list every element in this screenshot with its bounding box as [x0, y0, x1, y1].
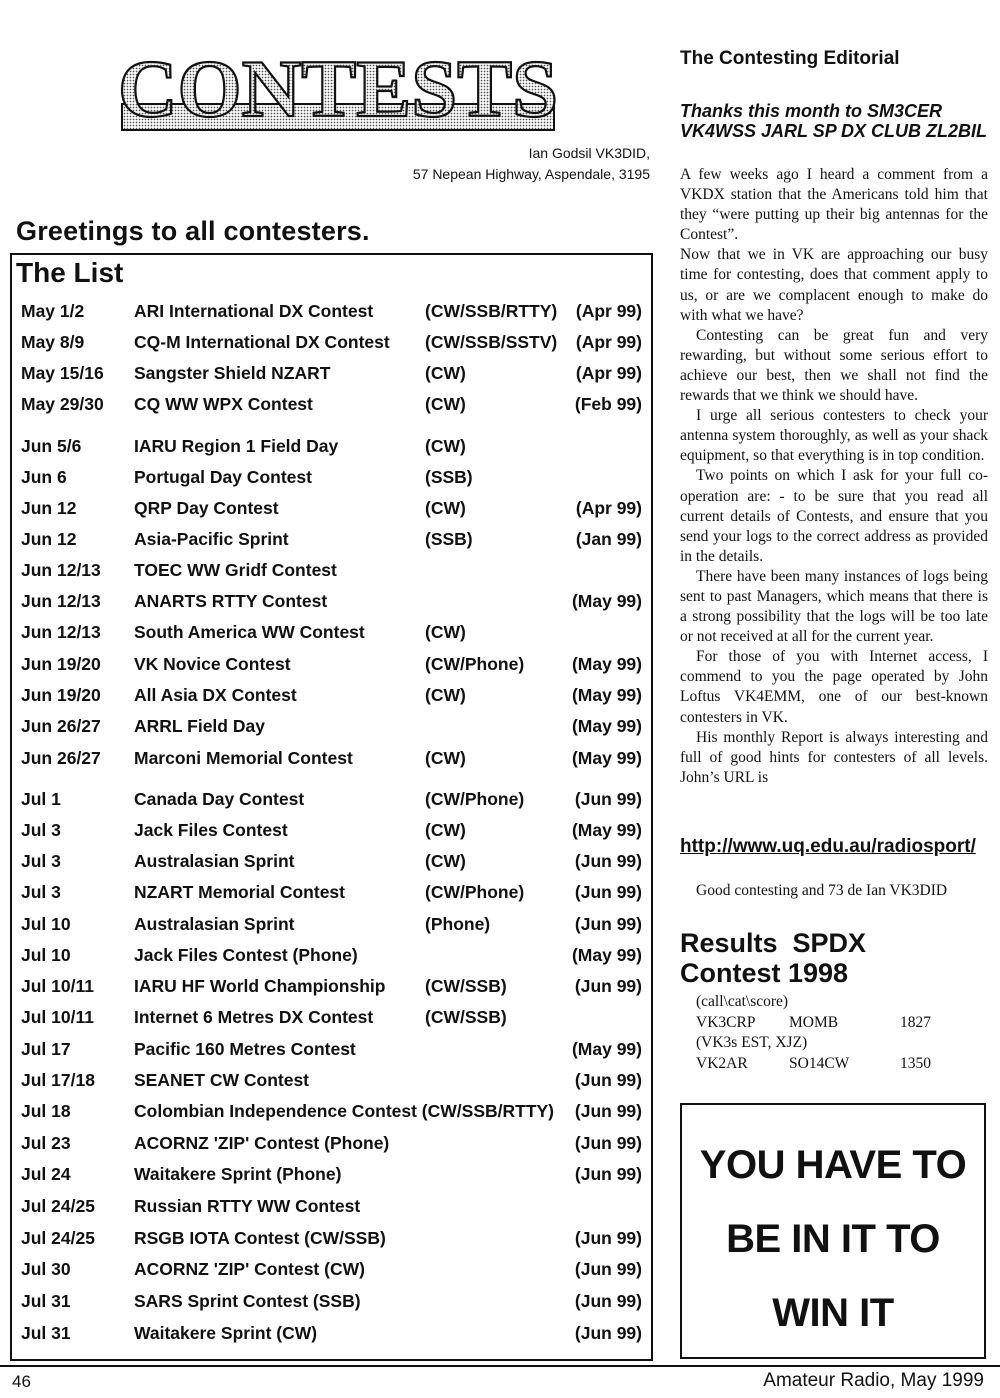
contest-date: Jul 31	[21, 1291, 71, 1311]
contest-date: Jul 10	[21, 914, 71, 934]
contest-mode: (CW/SSB)	[425, 1007, 507, 1027]
contest-row	[12, 1288, 652, 1314]
contest-row	[12, 391, 652, 417]
contest-row	[12, 786, 652, 812]
contest-row	[12, 651, 652, 677]
contest-name: ARRL Field Day	[134, 716, 265, 736]
contest-row	[12, 973, 652, 999]
contest-reference: (Apr 99)	[575, 301, 642, 321]
contest-name: Waitakere Sprint (CW)	[134, 1323, 318, 1343]
contest-date: Jul 3	[21, 851, 61, 871]
contest-date: May 15/16	[21, 363, 104, 383]
editorial-paragraph: Now that we in VK are approaching our busy time for contesting, does that comment apply to us, or are we complacent enough to make do with what we have?	[680, 246, 988, 324]
contest-row	[12, 879, 652, 905]
contest-row	[12, 1130, 652, 1156]
contest-row	[12, 298, 652, 324]
contest-date: Jun 6	[21, 467, 67, 487]
contest-row	[12, 1036, 652, 1062]
contest-mode: (CW)	[425, 394, 466, 414]
contest-date: Jul 30	[21, 1259, 71, 1279]
contest-name: Sangster Shield NZART	[134, 363, 331, 383]
contest-date: May 1/2	[21, 301, 85, 321]
contest-reference: (May 99)	[571, 654, 642, 674]
contest-reference: (Jun 99)	[574, 1101, 642, 1121]
contests-logo	[108, 46, 568, 134]
results-call: VK2AR	[696, 1054, 748, 1072]
contest-name: TOEC WW Gridf Contest	[134, 560, 337, 580]
contest-row	[12, 682, 652, 708]
contest-name: VK Novice Contest	[134, 654, 291, 674]
contest-date: Jul 3	[21, 820, 61, 840]
results-title-line2: Contest 1998	[680, 958, 849, 988]
svg-text:CONTESTS: CONTESTS	[118, 46, 558, 134]
contest-date: Jul 23	[21, 1133, 71, 1153]
editorial-paragraph: His monthly Report is always interesting and full of good hints for contesters of all levels. John’s URL is	[680, 728, 988, 786]
contest-date: Jun 12	[21, 529, 77, 549]
contest-row	[12, 817, 652, 843]
contest-reference: (May 99)	[571, 716, 642, 736]
contest-name: Colombian Independence Contest (CW/SSB/RTTY)	[134, 1101, 555, 1121]
radiosport-url-link[interactable]: http://www.uq.edu.au/radiosport/	[680, 836, 976, 857]
editorial-paragraph: Two points on which I ask for your full co-operation are: - to be sure that you read all current details of Contests, and ensure that you send your logs to the correct address as provided in the details.	[680, 467, 988, 565]
contest-date: Jul 1	[21, 789, 61, 809]
contest-reference: (Apr 99)	[575, 363, 642, 383]
contest-mode: (CW/SSB)	[425, 976, 507, 996]
contest-mode: (CW)	[425, 436, 466, 456]
editorial-signoff: Good contesting and 73 de Ian VK3DID	[696, 882, 948, 899]
results-table	[696, 992, 976, 1074]
editorial-thanks: Thanks this month to SM3CER VK4WSS JARL SP DX CLUB ZL2BIL	[680, 101, 988, 141]
contest-reference: (Jan 99)	[575, 529, 642, 549]
contest-row	[12, 557, 652, 583]
results-row	[696, 1033, 976, 1054]
contest-name: CQ WW WPX Contest	[134, 394, 313, 414]
contest-reference: (Jun 99)	[574, 789, 642, 809]
contest-name: SEANET CW Contest	[134, 1070, 309, 1090]
results-call: VK3CRP	[696, 1013, 756, 1031]
contest-date: Jun 12/13	[21, 591, 101, 611]
contest-row	[12, 1067, 652, 1093]
contest-date: Jul 3	[21, 882, 61, 902]
contest-date: Jun 26/27	[21, 748, 101, 768]
results-call: (VK3s EST, XJZ)	[696, 1034, 808, 1051]
contest-reference: (Feb 99)	[574, 394, 642, 414]
contest-reference: (May 99)	[571, 591, 642, 611]
contest-date: Jun 12/13	[21, 560, 101, 580]
promo-line1: YOU HAVE TO	[699, 1143, 967, 1187]
contest-name: Jack Files Contest (Phone)	[134, 945, 358, 965]
contest-mode: (CW)	[425, 498, 466, 518]
contest-name: NZART Memorial Contest	[134, 882, 345, 902]
contest-name: Marconi Memorial Contest	[134, 748, 353, 768]
editorial-paragraph: A few weeks ago I heard a comment from a VKDX station that the Americans told him that they “were putting up their big antennas for the Contest”.	[680, 166, 988, 244]
contest-name: South America WW Contest	[134, 622, 365, 642]
contest-row	[12, 433, 652, 459]
magazine-issue: Amateur Radio, May 1999	[763, 1370, 984, 1391]
results-row	[696, 1054, 976, 1075]
author-address: 57 Nepean Highway, Aspendale, 3195	[412, 166, 650, 182]
contest-reference: (May 99)	[571, 1039, 642, 1059]
contest-name: IARU HF World Championship	[134, 976, 386, 996]
contest-date: Jul 24	[21, 1164, 71, 1184]
contest-list-box	[10, 253, 653, 1361]
contest-mode: (CW/Phone)	[425, 789, 525, 809]
results-header: (call\cat\score)	[696, 993, 789, 1010]
contest-row	[12, 464, 652, 490]
contest-row	[12, 1161, 652, 1187]
contest-reference: (Jun 99)	[574, 1164, 642, 1184]
contest-reference: (Jun 99)	[574, 1259, 642, 1279]
contest-row	[12, 911, 652, 937]
promo-line3: WIN IT	[772, 1291, 894, 1335]
contest-date: Jul 24/25	[21, 1196, 95, 1216]
contest-reference: (Jun 99)	[574, 882, 642, 902]
contest-row	[12, 588, 652, 614]
contest-name: ARI International DX Contest	[134, 301, 374, 321]
contest-date: Jul 17/18	[21, 1070, 95, 1090]
contest-mode: (CW/SSB/SSTV)	[425, 332, 558, 352]
page-number: 46	[12, 1372, 31, 1391]
contest-name: Australasian Sprint	[134, 914, 295, 934]
contest-mode: (SSB)	[425, 529, 473, 549]
results-title	[680, 928, 988, 988]
contest-reference: (Jun 99)	[574, 914, 642, 934]
results-cat: SO14CW	[789, 1054, 850, 1072]
promo-line2: BE IN IT TO	[726, 1217, 940, 1261]
contest-reference: (May 99)	[571, 945, 642, 965]
contest-reference: (Jun 99)	[574, 1291, 642, 1311]
contest-row	[12, 526, 652, 552]
contest-name: Pacific 160 Metres Contest	[134, 1039, 356, 1059]
contest-date: Jul 17	[21, 1039, 71, 1059]
contest-date: May 8/9	[21, 332, 85, 352]
contest-reference: (Jun 99)	[574, 1323, 642, 1343]
results-score: 1827	[900, 1013, 931, 1031]
contest-name: ACORNZ 'ZIP' Contest (Phone)	[134, 1133, 390, 1153]
contest-row	[12, 1004, 652, 1030]
contest-mode: (SSB)	[425, 467, 473, 487]
contest-mode: (CW)	[425, 820, 466, 840]
contest-name: Australasian Sprint	[134, 851, 295, 871]
promo-box	[680, 1103, 986, 1359]
contest-reference: (Jun 99)	[574, 1133, 642, 1153]
contest-name: QRP Day Contest	[134, 498, 279, 518]
contest-row	[12, 1098, 652, 1124]
contest-row	[12, 1193, 652, 1219]
contest-name: Jack Files Contest	[134, 820, 288, 840]
contest-row	[12, 848, 652, 874]
results-score: 1350	[900, 1054, 931, 1072]
editorial-paragraph: There have been many instances of logs being sent to past Managers, which means that there is a strong possibility that the logs will be too late or not received at all for the current year.	[680, 567, 988, 646]
contest-row	[12, 745, 652, 771]
greeting-heading: Greetings to all contesters.	[16, 216, 370, 246]
contest-mode: (CW)	[425, 622, 466, 642]
contest-row	[12, 495, 652, 521]
contest-date: Jul 31	[21, 1323, 71, 1343]
contest-row	[12, 942, 652, 968]
results-title-line1: Results SPDX	[680, 928, 867, 958]
contest-name: All Asia DX Contest	[134, 685, 297, 705]
list-title: The List	[16, 257, 124, 288]
editorial-title: The Contesting Editorial	[680, 48, 900, 69]
contest-mode: (CW/Phone)	[425, 882, 525, 902]
editorial-paragraph: For those of you with Internet access, I commend to you the page operated by John Loftus VK4EMM, one of our best-known contesters in VK.	[680, 648, 988, 726]
contest-mode: (CW)	[425, 748, 466, 768]
contest-name: RSGB IOTA Contest (CW/SSB)	[134, 1228, 386, 1248]
contest-date: Jul 24/25	[21, 1228, 95, 1248]
editorial-body	[680, 165, 988, 788]
editorial-paragraph: I urge all serious contesters to check your antenna system thoroughly, as well as your shack equipment, so that everything is in top condition.	[680, 407, 988, 465]
editorial-paragraph: Contesting can be great fun and very rewarding, but without some serious effort to achieve our best, then we shall not find the rewards that we think we should have.	[680, 326, 988, 405]
contest-name: Russian RTTY WW Contest	[134, 1196, 361, 1216]
contest-row	[12, 713, 652, 739]
contest-reference: (Jun 99)	[574, 1228, 642, 1248]
contest-row	[12, 360, 652, 386]
contest-row	[12, 329, 652, 355]
contest-date: Jul 10	[21, 945, 71, 965]
contest-mode: (CW)	[425, 685, 466, 705]
contest-date: Jun 26/27	[21, 716, 101, 736]
contest-row	[12, 1256, 652, 1282]
results-cat: MOMB	[789, 1013, 839, 1031]
contest-reference: (May 99)	[571, 820, 642, 840]
contest-reference: (May 99)	[571, 685, 642, 705]
contest-date: Jun 19/20	[21, 685, 101, 705]
contest-name: ANARTS RTTY Contest	[134, 591, 328, 611]
contest-name: Asia-Pacific Sprint	[134, 529, 289, 549]
contest-row	[12, 1225, 652, 1251]
contest-reference: (Apr 99)	[575, 332, 642, 352]
contest-mode: (CW)	[425, 363, 466, 383]
contest-name: CQ-M International DX Contest	[134, 332, 390, 352]
contest-date: Jul 10/11	[21, 1007, 94, 1027]
contest-reference: (Apr 99)	[575, 498, 642, 518]
contest-name: IARU Region 1 Field Day	[134, 436, 339, 456]
contest-date: Jul 10/11	[21, 976, 94, 996]
contest-date: Jun 5/6	[21, 436, 82, 456]
contest-date: Jun 12/13	[21, 622, 101, 642]
contest-mode: (CW/Phone)	[425, 654, 525, 674]
contest-mode: (CW)	[425, 851, 466, 871]
contest-reference: (Jun 99)	[574, 976, 642, 996]
contest-name: Waitakere Sprint (Phone)	[134, 1164, 342, 1184]
contest-row	[12, 1320, 652, 1346]
author-name: Ian Godsil VK3DID,	[528, 145, 650, 161]
contest-name: ACORNZ 'ZIP' Contest (CW)	[134, 1259, 365, 1279]
contest-name: Internet 6 Metres DX Contest	[134, 1007, 374, 1027]
contest-mode: (CW/SSB/RTTY)	[425, 301, 558, 321]
contest-reference: (May 99)	[571, 748, 642, 768]
author-block	[413, 143, 650, 185]
contest-name: Canada Day Contest	[134, 789, 305, 809]
footer-rule	[0, 1365, 1000, 1367]
contest-date: May 29/30	[21, 394, 104, 414]
contest-reference: (Jun 99)	[574, 851, 642, 871]
contest-name: SARS Sprint Contest (SSB)	[134, 1291, 361, 1311]
contest-date: Jul 18	[21, 1101, 71, 1121]
contest-mode: (Phone)	[425, 914, 491, 934]
contest-date: Jun 12	[21, 498, 77, 518]
results-row	[696, 1013, 976, 1034]
contest-date: Jun 19/20	[21, 654, 101, 674]
contest-row	[12, 619, 652, 645]
contest-name: Portugal Day Contest	[134, 467, 312, 487]
contest-reference: (Jun 99)	[574, 1070, 642, 1090]
